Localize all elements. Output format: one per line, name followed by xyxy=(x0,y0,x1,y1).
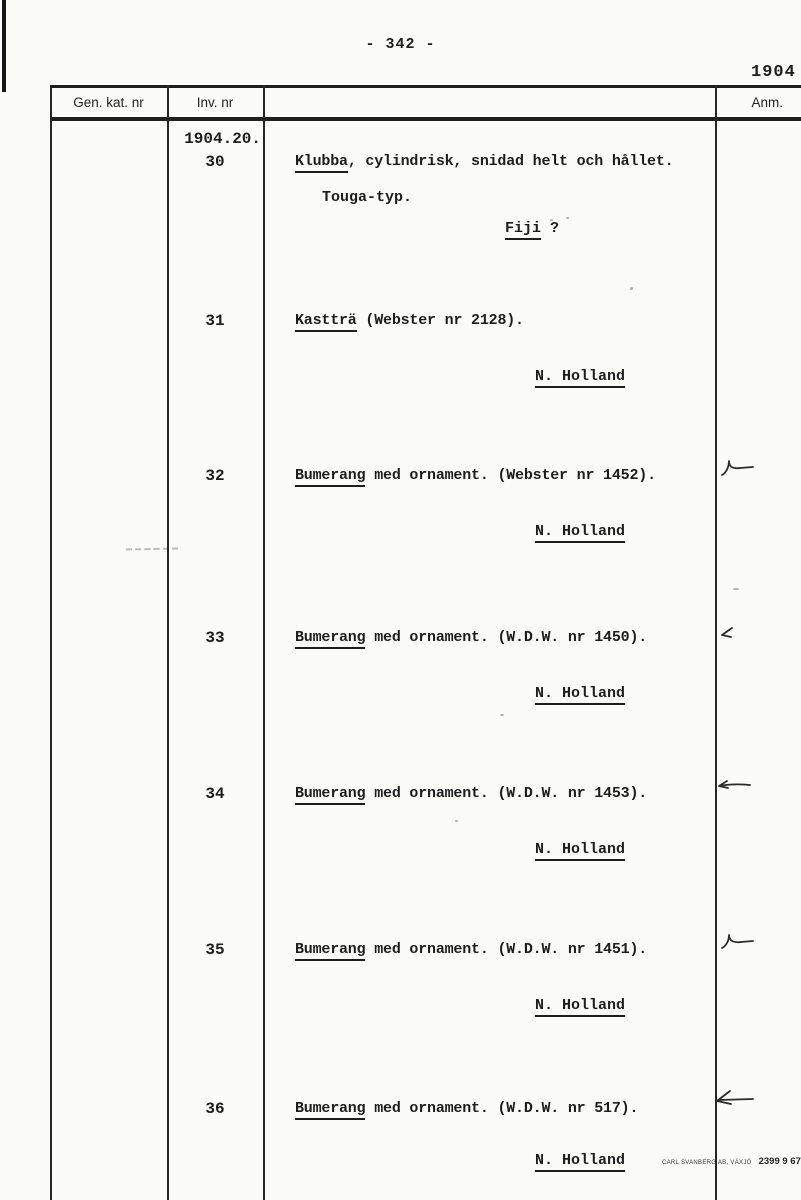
origin-name: N. Holland xyxy=(535,841,625,861)
table-header-rule xyxy=(50,117,801,121)
entry-description xyxy=(295,785,647,802)
inventory-number: 34 xyxy=(205,785,225,803)
group-number: 1904.20. xyxy=(184,130,261,148)
entry-description xyxy=(295,467,656,484)
entry-term: Bumerang xyxy=(295,467,365,487)
entry-description xyxy=(295,1100,638,1117)
entry-description xyxy=(295,629,647,646)
inventory-number: 35 xyxy=(205,941,225,959)
origin-suffix: ? xyxy=(541,220,560,237)
column-header-anm: Anm. xyxy=(751,95,783,110)
entry-description-rest: (Webster nr 2128). xyxy=(356,312,524,329)
entry-term: Bumerang xyxy=(295,1100,365,1120)
catalog-entry-32 xyxy=(0,467,801,587)
entry-description xyxy=(295,153,673,170)
entry-origin xyxy=(505,220,559,237)
catalog-entry-34 xyxy=(0,785,801,905)
handwritten-hook-dash-mark xyxy=(717,455,755,479)
catalog-entry-33 xyxy=(0,629,801,749)
entry-description-line2: Touga-typ. xyxy=(322,189,413,206)
handwritten-angle-mark xyxy=(719,625,735,641)
scan-speckle xyxy=(630,287,633,290)
origin-name: N. Holland xyxy=(535,685,625,705)
entry-description xyxy=(295,312,524,329)
entry-origin xyxy=(535,685,625,702)
entry-description-rest: med ornament. (Webster nr 1452). xyxy=(365,467,656,484)
inventory-number: 31 xyxy=(205,312,225,330)
entry-term: Kastträ xyxy=(295,312,357,332)
entry-origin xyxy=(535,368,625,385)
entry-term: Bumerang xyxy=(295,629,365,649)
entry-origin xyxy=(535,841,625,858)
entry-origin xyxy=(535,997,625,1014)
printer-name: CARL SVANBERG AB, VÄXJÖ xyxy=(662,1160,752,1166)
column-header-gen-kat-nr: Gen. kat. nr xyxy=(73,95,144,110)
catalog-entry-35 xyxy=(0,941,801,1061)
entry-term: Klubba xyxy=(295,153,348,173)
catalog-entry-31 xyxy=(0,312,801,432)
origin-name: N. Holland xyxy=(535,523,625,543)
year-label: 1904 xyxy=(751,63,796,82)
handwritten-hook-dash-mark xyxy=(717,928,755,952)
entry-term: Bumerang xyxy=(295,785,365,805)
entry-description-rest: med ornament. (W.D.W. nr 1453). xyxy=(365,785,648,802)
origin-name: N. Holland xyxy=(535,1152,625,1172)
printer-imprint xyxy=(662,1156,801,1167)
inventory-number: 30 xyxy=(205,153,225,171)
scan-speckle xyxy=(733,588,739,590)
entry-description-rest: , cylindrisk, snidad helt och hållet. xyxy=(347,153,674,170)
handwritten-left-arrow-mark xyxy=(715,775,753,795)
inventory-number: 36 xyxy=(205,1100,225,1118)
handwritten-open-left-arrow-mark xyxy=(712,1086,756,1112)
page-number: - 342 - xyxy=(365,36,436,53)
entry-description-rest: med ornament. (W.D.W. nr 1450). xyxy=(365,629,648,646)
inventory-number: 33 xyxy=(205,629,225,647)
origin-name: N. Holland xyxy=(535,997,625,1017)
catalog-entry-30 xyxy=(0,153,801,273)
table-top-rule xyxy=(50,85,801,88)
entry-origin xyxy=(535,523,625,540)
entry-description-rest: med ornament. (W.D.W. nr 1451). xyxy=(365,941,648,958)
entry-term: Bumerang xyxy=(295,941,365,961)
entry-description xyxy=(295,941,647,958)
origin-name: Fiji xyxy=(505,220,541,240)
entry-description-rest: med ornament. (W.D.W. nr 517). xyxy=(365,1100,639,1117)
catalog-entry-36 xyxy=(0,1100,801,1200)
printer-code: 2399 9 67 xyxy=(758,1156,801,1167)
entry-origin xyxy=(535,1152,625,1169)
inventory-number: 32 xyxy=(205,467,225,485)
column-header-inv-nr: Inv. nr xyxy=(196,95,234,110)
origin-name: N. Holland xyxy=(535,368,625,388)
